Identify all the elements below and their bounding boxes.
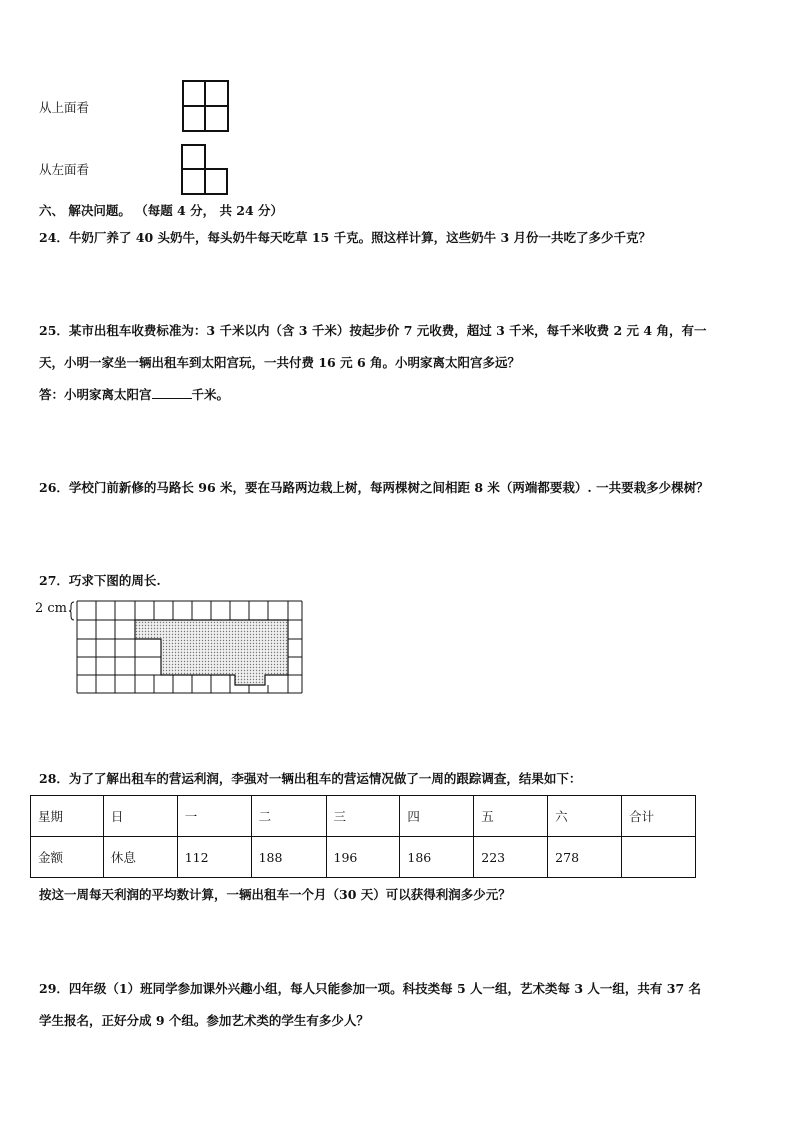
question-25-line1: 25．某市出租车收费标准为：3 千米以内（含 3 千米）按起步价 7 元收费，超过 3 千米，每千米收费 2 元 4 角，有一 [39, 323, 707, 338]
table-cell: 金额 [31, 837, 104, 878]
table-cell: 四 [400, 796, 474, 837]
table-cell: 六 [548, 796, 622, 837]
section-heading: 六、 解决问题。 （每题 4 分， 共 24 分） [39, 203, 284, 218]
scale-brace [69, 602, 74, 620]
table-cell: 一 [177, 796, 251, 837]
scale-label: 2 cm [35, 601, 68, 616]
answer-suffix: 千米。 [191, 387, 230, 402]
table-row [31, 837, 696, 878]
question-29-line2: 学生报名，正好分成 9 个组。参加艺术类的学生有多少人？ [39, 1013, 369, 1028]
table-cell: 196 [326, 837, 400, 878]
table-cell: 186 [400, 837, 474, 878]
table-cell: 二 [251, 796, 326, 837]
table-cell: 星期 [31, 796, 104, 837]
question-24: 24．牛奶厂养了 40 头奶牛，每头奶牛每天吃草 15 千克。照这样计算，这些奶牛 3 月份一共吃了多少千克？ [39, 230, 651, 245]
taxi-profit-table [30, 795, 696, 878]
table-cell: 日 [103, 796, 177, 837]
perimeter-grid-figure [66, 597, 306, 695]
answer-prefix: 答：小明家离太阳宫 [39, 387, 152, 402]
question-25-answer [39, 386, 229, 403]
left-view-label: 从左面看 [39, 162, 90, 177]
question-28: 28．为了了解出租车的营运利润，李强对一辆出租车的营运情况做了一周的跟踪调查，结果如下： [39, 771, 582, 786]
question-28-followup: 按这一周每天利润的平均数计算，一辆出租车一个月（30 天）可以获得利润多少元？ [39, 887, 511, 902]
question-26: 26．学校门前新修的马路长 96 米，要在马路两边栽上树，每两棵树之间相距 8 米（两端都要栽）. 一共要栽多少棵树？ [39, 480, 709, 495]
table-cell-total[interactable] [622, 837, 696, 878]
answer-blank[interactable] [152, 386, 192, 399]
question-27: 27．巧求下图的周长. [39, 573, 161, 588]
top-view-label: 从上面看 [39, 100, 90, 115]
table-cell: 五 [474, 796, 548, 837]
question-25-line2: 天，小明一家坐一辆出租车到太阳宫玩，一共付费 16 元 6 角。小明家离太阳宫多远？ [39, 355, 521, 370]
table-cell: 休息 [103, 837, 177, 878]
table-cell: 223 [474, 837, 548, 878]
table-cell: 合计 [622, 796, 696, 837]
table-header-row [31, 796, 696, 837]
table-cell: 三 [326, 796, 400, 837]
table-cell: 188 [251, 837, 326, 878]
question-29-line1: 29．四年级（1）班同学参加课外兴趣小组，每人只能参加一项。科技类每 5 人一组，艺术类每 3 人一组，共有 37 名 [39, 981, 701, 996]
table-cell: 278 [548, 837, 622, 878]
table-cell: 112 [177, 837, 251, 878]
